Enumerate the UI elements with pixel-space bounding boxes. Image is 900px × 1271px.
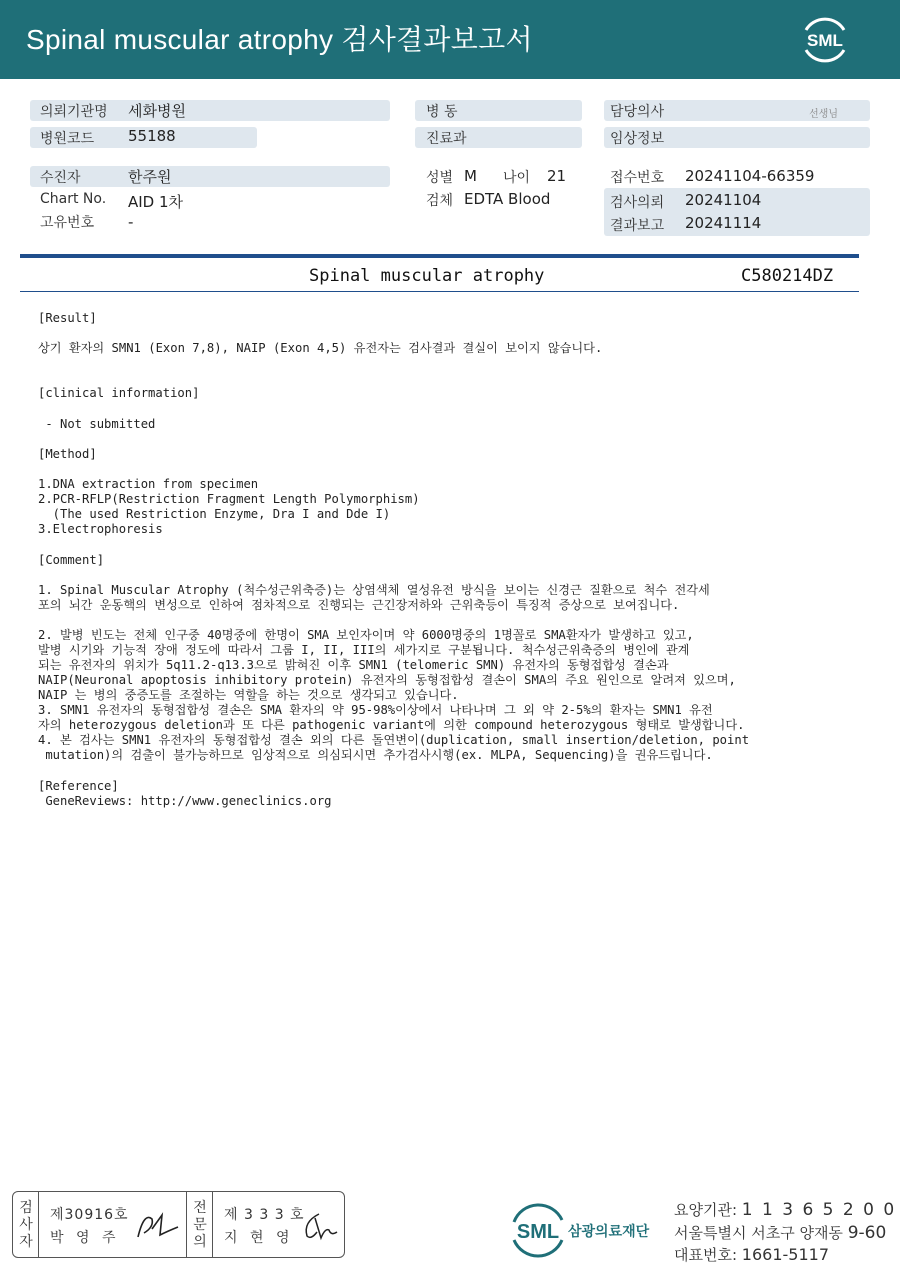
- clinical-info-label: 임상정보: [610, 131, 665, 147]
- comment-line: 1. Spinal Muscular Atrophy (척수성근위축증)는 상염색체 열성유전 방식을 보이는 신경근 질환으로 척수 전각세: [38, 583, 710, 597]
- examiner-title-char: 검: [19, 1200, 33, 1216]
- examiner-title-char: 자: [19, 1234, 33, 1250]
- method-line: (The used Restriction Enzyme, Dra I and Dde I): [38, 507, 391, 521]
- footer-code-line: [674, 1199, 896, 1220]
- reference-heading: [Reference]: [38, 779, 119, 793]
- reference-text: GeneReviews: http://www.geneclinics.org: [38, 794, 332, 808]
- clinical-heading: [clinical information]: [38, 386, 200, 400]
- report-date-value: 20241114: [685, 214, 762, 232]
- request-date-value: 20241104: [685, 191, 762, 209]
- divider-thick: [20, 254, 859, 258]
- doctor-suffix: 선생님: [809, 109, 838, 120]
- comment-line: NAIP 는 병의 중증도를 조절하는 역할을 하는 것으로 생각되고 있습니다.: [38, 688, 459, 702]
- specialist-signature: [299, 1208, 341, 1246]
- footer-address-no: 9-60: [847, 1223, 887, 1243]
- comment-line: 자의 heterozygous deletion과 또 다른 pathogenic variant에 의한 compound heterozygous 형태로 발생합니다.: [38, 718, 745, 732]
- specialist-title-char: 문: [193, 1217, 207, 1233]
- examiner-license-no: 제30916호: [50, 1207, 129, 1223]
- comment-line: NAIP(Neuronal apoptosis inhibitory protein) 유전자의 동형접합성 결손이 SMA의 주요 원인으로 알려져 있으며,: [38, 673, 736, 687]
- specialist-name: 지 현 영: [224, 1230, 294, 1246]
- clinical-text: - Not submitted: [38, 417, 156, 431]
- examiner-name: 박 영 주: [50, 1230, 120, 1246]
- footer-code-label: 요양기관:: [674, 1201, 738, 1219]
- specialist-title-cell: [187, 1192, 213, 1257]
- comment-line: 발병 시기와 기능적 장애 정도에 따라서 그룹 I, II, III의 세가지로 구분됩니다. 척수성근위축증의 병인에 관계: [38, 643, 690, 657]
- comment-line: 포의 뇌간 운동핵의 변성으로 인하여 점차적으로 진행되는 근긴장저하와 근위축등이 특징적 증상으로 보여집니다.: [38, 598, 680, 612]
- divider-thin: [20, 291, 859, 292]
- sex-label: 성별: [426, 170, 454, 186]
- hospital-code-value: 55188: [128, 127, 176, 145]
- ward-label: 병 동: [426, 104, 458, 120]
- sml-logo: [800, 14, 850, 64]
- signature-stamp: [12, 1191, 345, 1258]
- examiner-title-cell: [13, 1192, 39, 1257]
- method-line: 2.PCR-RFLP(Restriction Fragment Length Polymorphism): [38, 492, 420, 506]
- receipt-no-value: 20241104-66359: [685, 167, 815, 185]
- report-date-label: 결과보고: [610, 218, 665, 234]
- result-heading: [Result]: [38, 311, 97, 325]
- receipt-no-label: 접수번호: [610, 170, 665, 186]
- report-title: Spinal muscular atrophy 검사결과보고서: [26, 24, 533, 55]
- institution-label: 의뢰기관명: [40, 104, 108, 120]
- department-label: 진료과: [426, 131, 467, 147]
- unique-no-value: -: [128, 213, 134, 231]
- footer-org-name: 삼광의료재단: [568, 1224, 650, 1240]
- comment-line: 되는 유전자의 위치가 5q11.2-q13.3으로 밝혀진 이후 SMN1 (telomeric SMN) 유전자의 동형접합성 결손과: [38, 658, 669, 672]
- footer-phone-value: 1661-5117: [741, 1245, 830, 1264]
- footer-sml-logo: [510, 1200, 660, 1260]
- footer-logo-text: SML: [516, 1221, 560, 1243]
- comment-line: 2. 발병 빈도는 전체 인구중 40명중에 한명이 SMA 보인자이며 약 6000명중의 1명꼴로 SMA환자가 발생하고 있고,: [38, 628, 694, 642]
- specialist-title-char: 의: [193, 1234, 207, 1250]
- method-heading: [Method]: [38, 447, 97, 461]
- test-name: Spinal muscular atrophy: [309, 266, 545, 286]
- report-header: [0, 0, 900, 79]
- comment-heading: [Comment]: [38, 553, 105, 567]
- examiner-signature: [134, 1207, 184, 1247]
- doctor-label: 담당의사: [610, 104, 665, 120]
- sex-value: M: [464, 167, 477, 185]
- sml-logo-text: SML: [807, 31, 843, 50]
- footer-address-line: [674, 1222, 886, 1243]
- comment-line: mutation)의 검출이 불가능하므로 임상적으로 의심되시면 추가검사시행(ex. MLPA, Sequencing)을 권유드립니다.: [38, 748, 713, 762]
- specialist-title-char: 전: [193, 1200, 207, 1216]
- method-line: 1.DNA extraction from specimen: [38, 477, 259, 491]
- request-date-label: 검사의뢰: [610, 195, 665, 211]
- specimen-label: 검체: [426, 193, 454, 209]
- test-code: C580214DZ: [741, 266, 834, 286]
- method-line: 3.Electrophoresis: [38, 522, 163, 536]
- age-label: 나이: [503, 170, 531, 186]
- institution-value: 세화병원: [128, 102, 186, 120]
- comment-line: 3. SMN1 유전자의 동형접합성 결손은 SMA 환자의 약 95-98%이상에서 나타나며 그 외 약 2-5%의 환자는 SMN1 유전: [38, 703, 713, 717]
- chart-no-label: Chart No.: [40, 191, 107, 207]
- comment-line: 4. 본 검사는 SMN1 유전자의 동형접합성 결손 외의 다른 돌연변이(duplication, small insertion/deletion, point: [38, 733, 750, 747]
- footer-code-value: 1 1 3 6 5 2 0 0: [741, 1200, 897, 1220]
- footer-address: 서울특별시 서초구 양재동: [674, 1224, 843, 1242]
- examiner-cell: [39, 1192, 187, 1257]
- patient-bar: [30, 166, 390, 187]
- specialist-license-no: 제 3 3 3 호: [224, 1207, 305, 1223]
- chart-no-value: AID 1차: [128, 193, 184, 211]
- hospital-code-label: 병원코드: [40, 131, 95, 147]
- footer-phone-line: [674, 1244, 829, 1265]
- result-text: 상기 환자의 SMN1 (Exon 7,8), NAIP (Exon 4,5) 유전자는 검사결과 결실이 보이지 않습니다.: [38, 341, 603, 355]
- footer-phone-label: 대표번호:: [674, 1246, 738, 1264]
- unique-no-label: 고유번호: [40, 215, 95, 231]
- age-value: 21: [547, 167, 567, 185]
- examiner-title-char: 사: [19, 1217, 33, 1233]
- patient-value: 한주원: [128, 168, 172, 186]
- patient-label: 수진자: [40, 170, 81, 186]
- specialist-cell: [213, 1192, 345, 1257]
- specimen-value: EDTA Blood: [464, 190, 551, 208]
